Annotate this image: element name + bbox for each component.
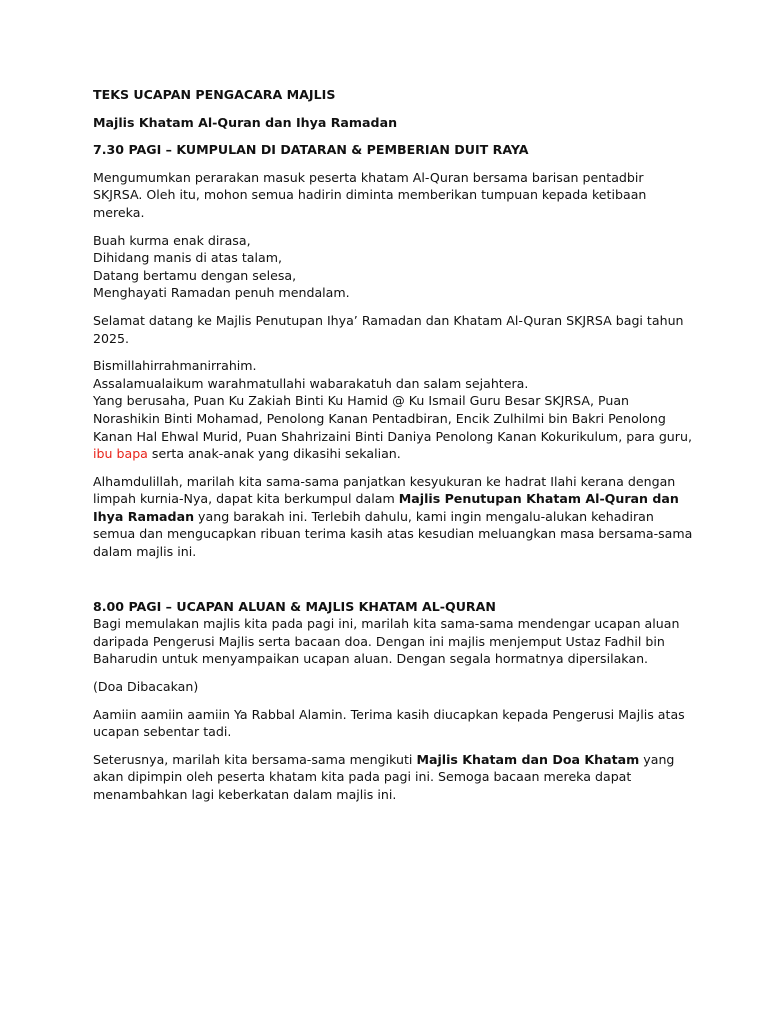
greeting-line-3 bbox=[93, 392, 693, 462]
poem-line: Dihidang manis di atas talam, bbox=[93, 250, 282, 266]
section-2-paragraph-4 bbox=[93, 751, 693, 804]
paragraph-text: Alhamdulillah, marilah kita sama-sama panjatkan kesyukuran ke hadrat Ilahi kerana dengan limpah kurnia-Nya, dapat kita berkumpul dalam bbox=[93, 473, 676, 507]
greeting-text-end: serta anak-anak yang dikasihi sekalian. bbox=[147, 446, 401, 462]
poem-line: Datang bertamu dengan selesa, bbox=[93, 267, 297, 283]
section-1-heading: 7.30 PAGI – KUMPULAN DI DATARAN & PEMBERIAN DUIT RAYA bbox=[93, 142, 529, 158]
section-1-paragraph-1: Mengumumkan perarakan masuk peserta khatam Al-Quran bersama barisan pentadbir SKJRSA. Oleh itu, mohon semua hadirin diminta memberikan tumpuan kepada ketibaan mereka. bbox=[93, 169, 647, 220]
section-2-paragraph-1: Bagi memulakan majlis kita pada pagi ini, marilah kita sama-sama mendengar ucapan aluan daripada Pengerusi Majlis serta bacaan doa. Dengan ini majlis menjemput Ustaz Fadhil bin Baharudin untuk menyampaikan ucapan aluan. Dengan segala hormatnya dipersilakan. bbox=[93, 616, 680, 667]
greeting-line-1: Bismillahirrahmanirrahim. bbox=[93, 358, 257, 374]
paragraph-text-end: yang akan dipimpin oleh peserta khatam kita pada pagi ini. Semoga bacaan mereka dapat menambahkan lagi keberkatan dalam majlis ini. bbox=[93, 751, 675, 802]
highlighted-text: ibu bapa bbox=[93, 446, 148, 462]
document-page bbox=[93, 86, 693, 814]
greeting-line-2: Assalamualaikum warahmatullahi wabarakatuh dan salam sejahtera. bbox=[93, 375, 529, 391]
poem-line: Buah kurma enak dirasa, bbox=[93, 232, 251, 248]
section-2-paragraph-2: (Doa Dibacakan) bbox=[93, 679, 199, 695]
section-spacer bbox=[93, 571, 693, 598]
greeting-block bbox=[93, 357, 693, 463]
pantun-poem bbox=[93, 232, 693, 302]
paragraph-text: Seterusnya, marilah kita bersama-sama mengikuti bbox=[93, 751, 417, 767]
section-2-paragraph-3: Aamiin aamiin aamiin Ya Rabbal Alamin. Terima kasih diucapkan kepada Pengerusi Majlis atas ucapan sebentar tadi. bbox=[93, 706, 685, 740]
section-2-heading: 8.00 PAGI – UCAPAN ALUAN & MAJLIS KHATAM AL-QURAN bbox=[93, 598, 496, 614]
document-title: TEKS UCAPAN PENGACARA MAJLIS bbox=[93, 87, 336, 102]
bold-event-name: Majlis Penutupan Khatam Al-Quran dan Ihya Ramadan bbox=[93, 491, 679, 524]
paragraph-text-end: yang barakah ini. Terlebih dahulu, kami ingin mengalu-alukan kehadiran semua dan mengucapkan ribuan terima kasih atas kesudian meluangkan masa bersama-sama dalam majlis ini. bbox=[93, 508, 693, 560]
section-1-paragraph-3 bbox=[93, 473, 693, 561]
bold-event-name: Majlis Khatam dan Doa Khatam bbox=[416, 751, 640, 767]
document-subtitle: Majlis Khatam Al-Quran dan Ihya Ramadan bbox=[93, 114, 398, 130]
section-1-paragraph-2: Selamat datang ke Majlis Penutupan Ihya’ Ramadan dan Khatam Al-Quran SKJRSA bagi tahun 2025. bbox=[93, 312, 684, 346]
greeting-text: Yang berusaha, Puan Ku Zakiah Binti Ku Hamid @ Ku Ismail Guru Besar SKJRSA, Puan Norashikin Binti Mohamad, Penolong Kanan Pentadbiran, Encik Zulhilmi bin Bakri Penolong Kanan Hal Ehwal Murid, Puan Shahrizaini Binti Daniya Penolong Kanan Kokurikulum, para guru, bbox=[93, 393, 692, 444]
poem-line: Menghayati Ramadan penuh mendalam. bbox=[93, 285, 350, 301]
